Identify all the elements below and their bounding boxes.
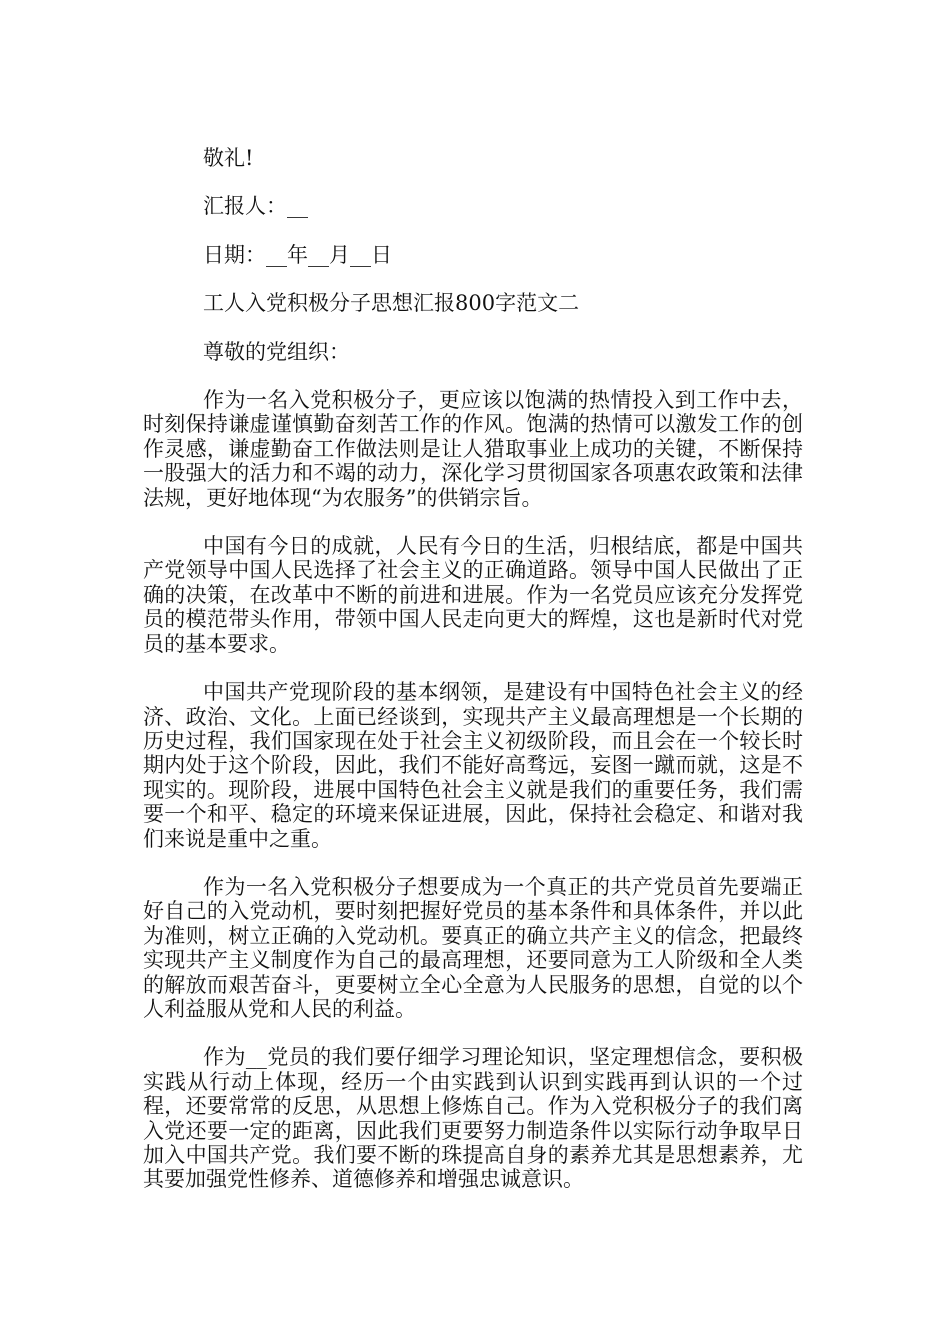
closing-line: 敬礼! bbox=[203, 146, 254, 170]
body-paragraph-5: 作为__党员的我们要仔细学习理论知识，坚定理想信念，要积极实践从行动上体现，经历一个由实践到认识到实践再到认识的一个过程，还要常常的反思，从思想上修炼自己。作为入党积极分子的我们离入党还要一定的距离，因此我们更要努力制造条件以实际行动争取早日加入中国共产党。我们要不断的珠提高自身的素养尤其是思想素养，尤其要加强党性修养、道德修养和增强忠诚意识。 bbox=[143, 1045, 803, 1192]
body-paragraph-1: 作为一名入党积极分子，更应该以饱满的热情投入到工作中去，时刻保持谦虚谨慎勤奋刻苦工作的作风。饱满的热情可以激发工作的创作灵感，谦虚勤奋工作做法则是让人猎取事业上成功的关键，不断保持一股强大的活力和不竭的动力，深化学习贯彻国家各项惠农政策和法律法规，更好地体现“为农服务”的供销宗旨。 bbox=[143, 388, 803, 510]
body-paragraph-3: 中国共产党现阶段的基本纲领，是建设有中国特色社会主义的经济、政治、文化。上面已经谈到，实现共产主义最高理想是一个长期的历史过程，我们国家现在处于社会主义初级阶段，而且会在一个较长时期内处于这个阶段，因此，我们不能好高骛远，妄图一蹴而就，这是不现实的。现阶段，进展中国特色社会主义就是我们的重要任务，我们需要一个和平、稳定的环境来保证进展，因此，保持社会稳定、和谐对我们来说是重中之重。 bbox=[143, 680, 803, 851]
body-paragraph-4: 作为一名入党积极分子想要成为一个真正的共产党员首先要端正好自己的入党动机，要时刻把握好党员的基本条件和具体条件，并以此为准则，树立正确的入党动机。要真正的确立共产主义的信念，把最终实现共产主义制度作为自己的最高理想，还要同意为工人阶级和全人类的解放而艰苦奋斗，更要树立全心全意为人民服务的思想，自觉的以个人利益服从党和人民的利益。 bbox=[143, 874, 803, 1021]
document-title: 工人入党积极分子思想汇报800字范文二 bbox=[203, 291, 580, 316]
document-body bbox=[143, 146, 803, 1216]
body-paragraph-2: 中国有今日的成就，人民有今日的生活，归根结底，都是中国共产党领导中国人民选择了社会主义的正确道路。领导中国人民做出了正确的决策，在改革中不断的前进和进展。作为一名党员应该充分发挥党员的模范带头作用，带领中国人民走向更大的辉煌，这也是新时代对党员的基本要求。 bbox=[143, 534, 803, 656]
salutation-line: 尊敬的党组织： bbox=[203, 339, 350, 364]
date-line: 日期：__年__月__日 bbox=[203, 242, 392, 267]
reporter-line: 汇报人：__ bbox=[203, 194, 308, 219]
